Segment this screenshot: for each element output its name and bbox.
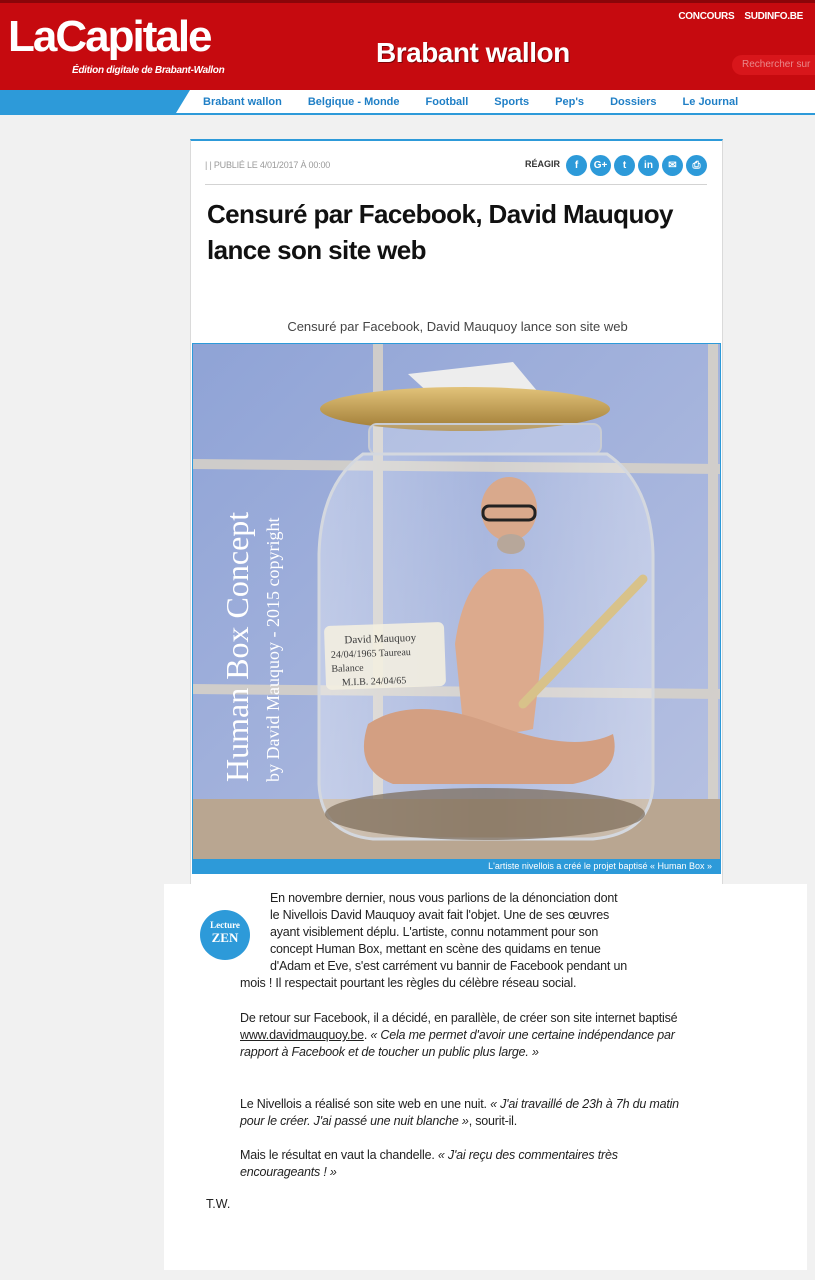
top-link-sudinfo[interactable]: SUDINFO.BE	[744, 11, 803, 22]
article-meta	[205, 155, 707, 185]
jar-label-name: David Mauquoy	[344, 631, 417, 647]
site-logo[interactable]: LaCapitale	[8, 12, 211, 61]
p3-quote: « J'ai travaillé de 23h à 7h du matin pour le créer. J'ai passé une nuit blanche »	[240, 1097, 679, 1128]
nav-item-belgique-monde[interactable]: Belgique - Monde	[307, 96, 400, 108]
nav-item-le-journal[interactable]: Le Journal	[682, 96, 739, 108]
search-input[interactable]: Rechercher sur	[732, 55, 815, 75]
author-signature: T.W.	[206, 1197, 231, 1211]
twitter-icon[interactable]: t	[614, 155, 635, 176]
p3-after: , sourit-il.	[468, 1114, 518, 1128]
facebook-icon[interactable]: f	[566, 155, 587, 176]
paragraph-1-line-2: le Nivellois David Mauquoy avait fait l'objet. Une de ses œuvres	[270, 908, 610, 922]
zen-reading-badge[interactable]	[200, 910, 250, 960]
paragraph-1-line-6: mois ! Il respectait pourtant les règles du célèbre réseau social.	[240, 976, 577, 990]
article-title: Censuré par Facebook, David Mauquoy lance son site web	[207, 199, 673, 265]
p2-quote: « Cela me permet d'avoir une certaine indépendance par rapport à Facebook et de toucher un public plus large. »	[240, 1028, 675, 1059]
nav-item-dossiers[interactable]: Dossiers	[610, 96, 657, 108]
paragraph-1-line-3: ayant visiblement déplu. L'artiste, connu notamment pour son	[270, 925, 599, 939]
article-photo[interactable]	[192, 343, 721, 874]
paragraph-1-line-5: d'Adam et Eve, s'est carrément vu bannir de Facebook pendant un	[270, 959, 627, 973]
jar-label	[324, 622, 446, 690]
p4-text: Mais le résultat en vaut la chandelle.	[240, 1148, 438, 1162]
print-icon[interactable]: ⎙	[686, 155, 707, 176]
image-title: Censuré par Facebook, David Mauquoy lance son site web	[287, 319, 628, 334]
jar-label-date: 24/04/1965 Taureau Balance	[330, 647, 412, 676]
photo-caption: L'artiste nivellois a créé le projet baptisé « Human Box »	[193, 859, 720, 873]
zen-badge-line2: ZEN	[211, 930, 239, 945]
watermark-sub-text: by David Mauquoy - 2015 copyright	[263, 517, 283, 782]
logo-subtitle: Édition digitale de Brabant-Wallon	[72, 65, 225, 76]
paragraph-3	[240, 1096, 680, 1130]
website-link[interactable]: www.davidmauquoy.be	[240, 1028, 364, 1042]
nav-item-football[interactable]: Football	[425, 96, 469, 108]
top-link-concours[interactable]: CONCOURS	[678, 11, 735, 22]
nav-item-peps[interactable]: Pep's	[555, 96, 585, 108]
top-links	[678, 11, 803, 22]
publish-date: | | PUBLIÉ LE 4/01/2017 À 00:00	[205, 160, 331, 170]
react-link[interactable]: RÉAGIR	[525, 159, 561, 169]
zen-badge-line1: Lecture	[210, 920, 240, 930]
main-nav	[0, 90, 815, 115]
jar-label-code: M.I.B. 24/04/65	[341, 675, 407, 689]
paragraph-4	[240, 1147, 680, 1181]
nav-accent	[0, 90, 190, 115]
site-header	[0, 0, 815, 90]
p2-text: De retour sur Facebook, il a décidé, en parallèle, de créer son site internet baptisé	[240, 1011, 678, 1025]
p2-sep: .	[363, 1028, 371, 1042]
paragraph-2	[240, 1010, 680, 1061]
nav-item-brabant-wallon[interactable]: Brabant wallon	[203, 96, 282, 108]
watermark-main-text: Human Box Concept	[219, 511, 255, 782]
mail-icon[interactable]: ✉	[662, 155, 683, 176]
edition-title[interactable]: Brabant wallon	[376, 37, 570, 68]
google-plus-icon[interactable]: G+	[590, 155, 611, 176]
linkedin-icon[interactable]: in	[638, 155, 659, 176]
p3-text: Le Nivellois a réalisé son site web en une nuit.	[240, 1097, 491, 1111]
paragraph-1-line-1: En novembre dernier, nous vous parlions de la dénonciation dont	[270, 891, 618, 905]
share-buttons	[566, 155, 707, 176]
paragraph-1-line-4: concept Human Box, mettant en scène des quidams en tenue	[270, 942, 601, 956]
nav-item-sports[interactable]: Sports	[494, 96, 530, 108]
p4-quote: « J'ai reçu des commentaires très encourageants ! »	[240, 1148, 618, 1179]
